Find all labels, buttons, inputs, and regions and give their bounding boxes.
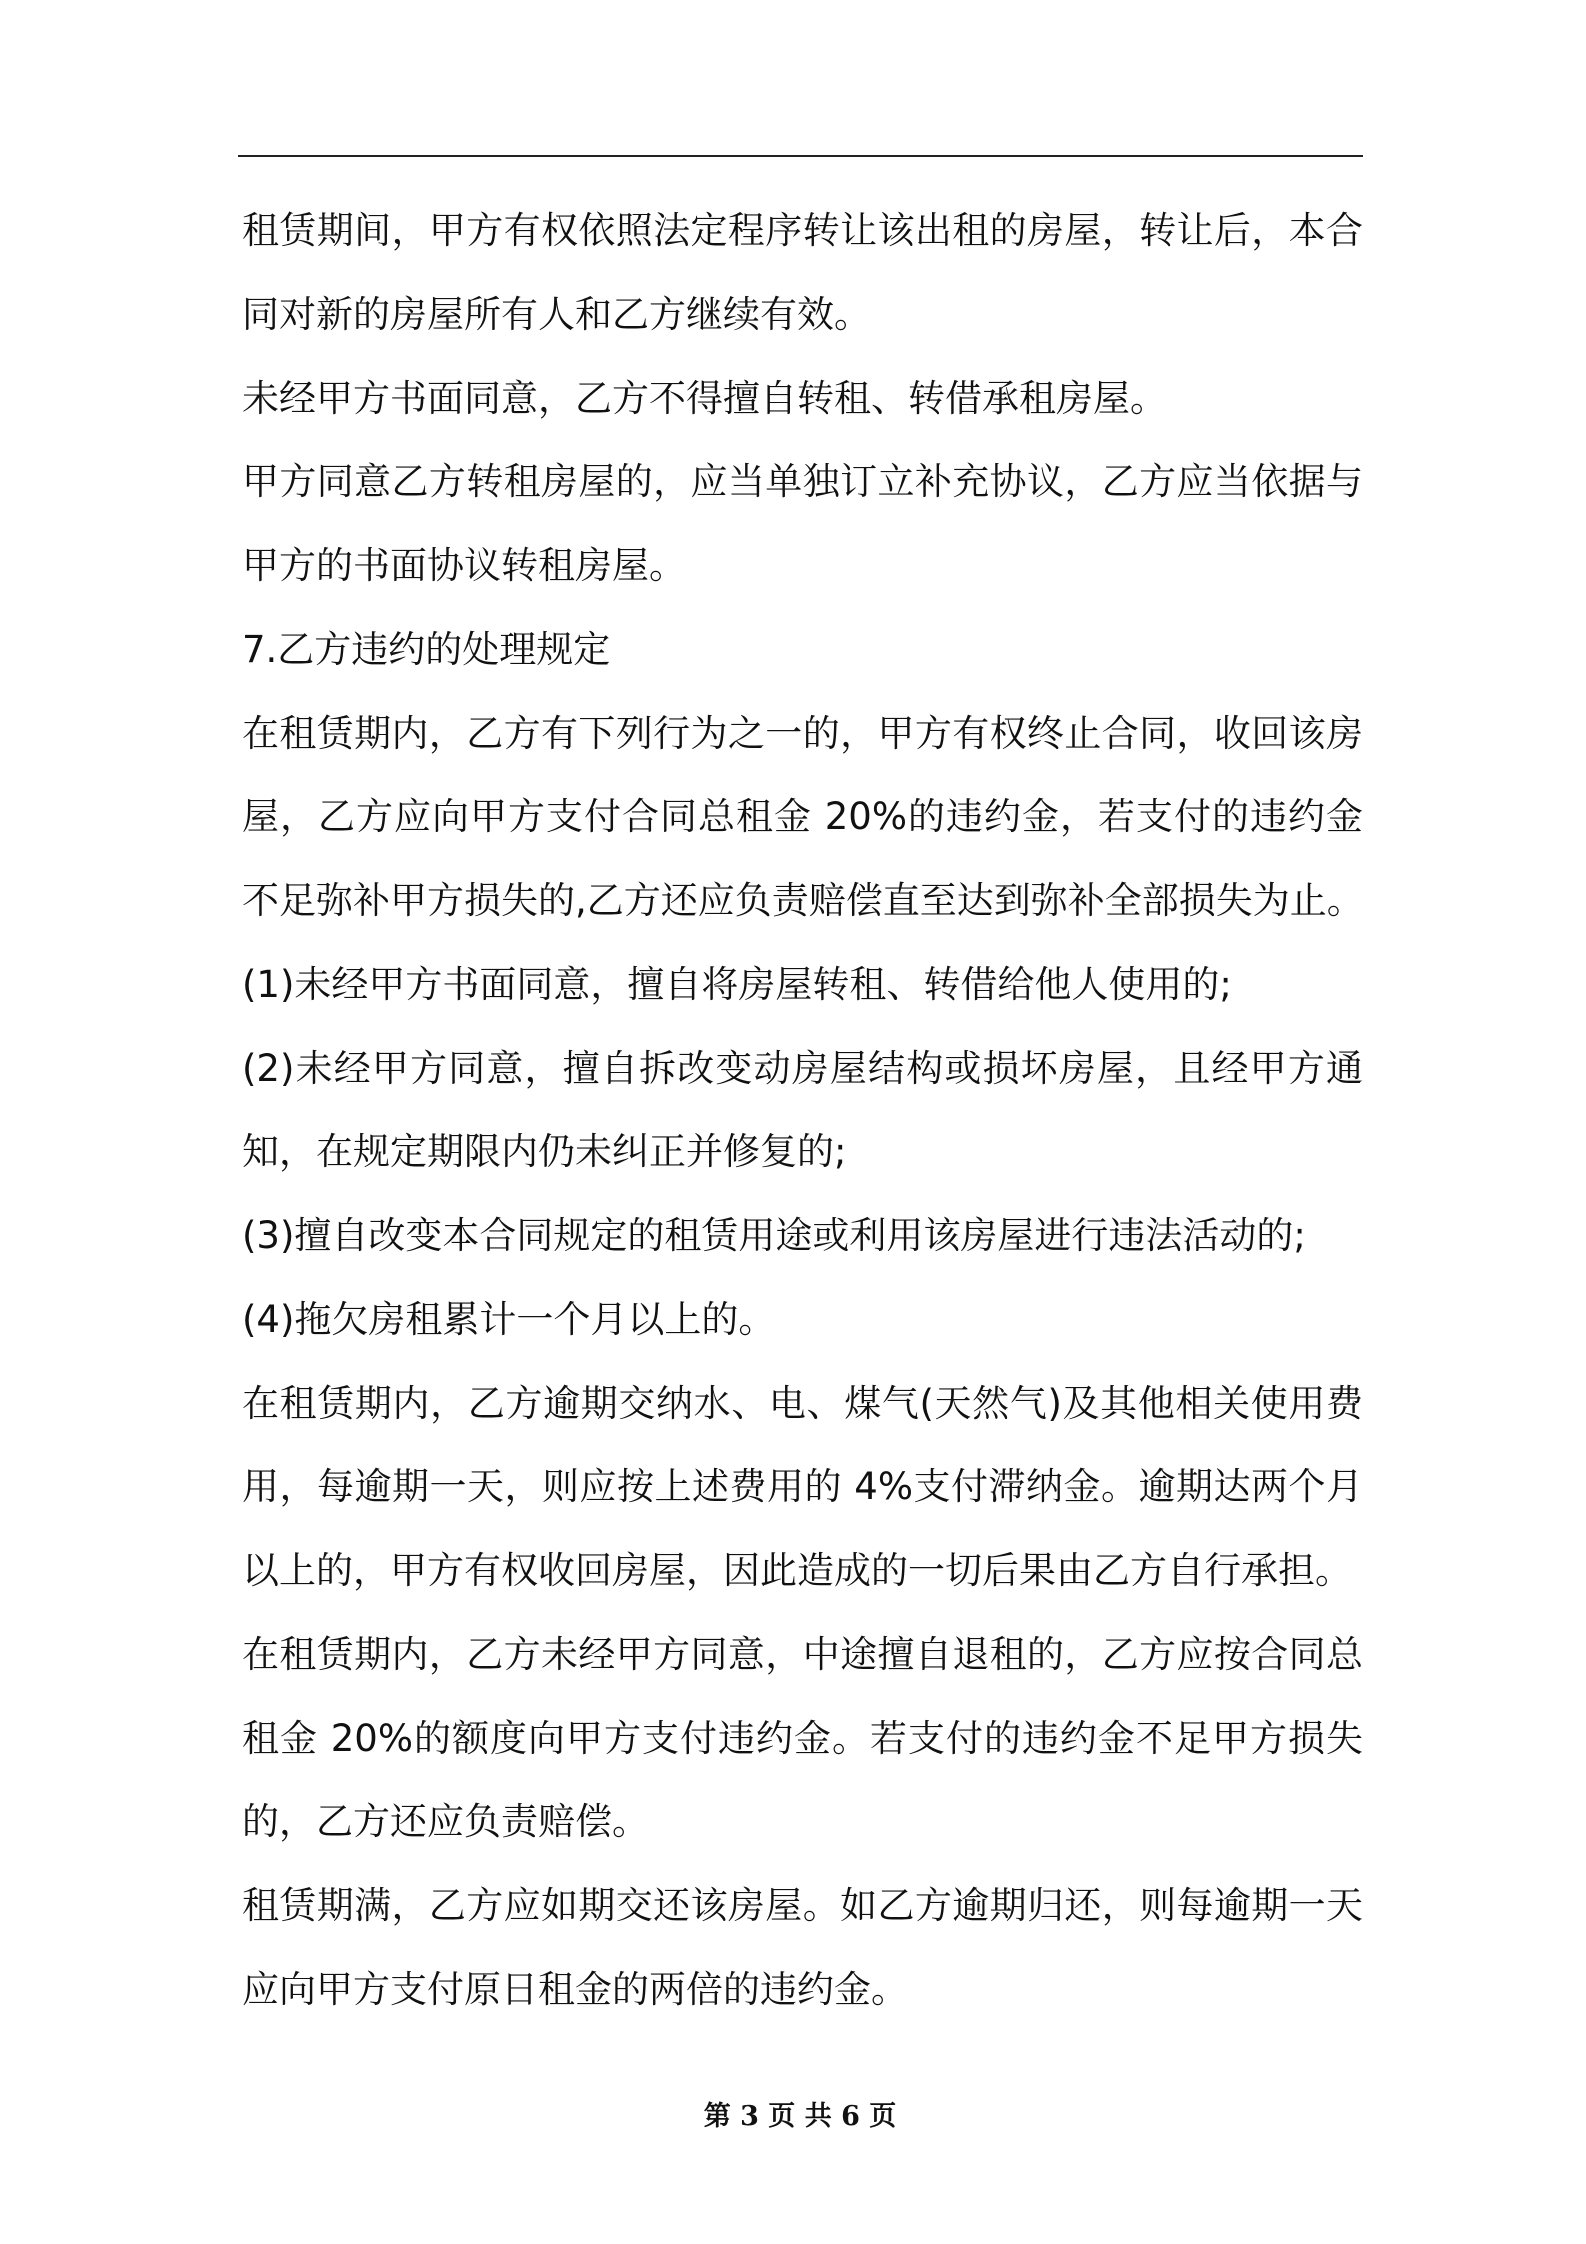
paragraph-line: 在租赁期内，乙方逾期交纳水、电、煤气(天然气)及其他相关使用费 (242, 1381, 1363, 1425)
paragraph-line: 用，每逾期一天，则应按上述费用的 4%支付滞纳金。逾期达两个月 (242, 1465, 1363, 1509)
paragraph (242, 357, 1363, 441)
paragraph (242, 1362, 1363, 1613)
paragraph-line: 的，乙方还应负责赔偿。 (242, 1800, 649, 1844)
paragraph (242, 692, 1363, 943)
paragraph (242, 1613, 1363, 1864)
list-item (242, 1194, 1363, 1278)
paragraph-line: 租金 20%的额度向甲方支付违约金。若支付的违约金不足甲方损失 (242, 1716, 1363, 1760)
paragraph-line: 屋，乙方应向甲方支付合同总租金 20%的违约金，若支付的违约金 (242, 795, 1363, 839)
section-heading-text: 7.乙方违约的处理规定 (242, 627, 611, 671)
paragraph-line: 租赁期满，乙方应如期交还该房屋。如乙方逾期归还，则每逾期一天 (242, 1884, 1363, 1927)
paragraph-line: 应向甲方支付原日租金的两倍的违约金。 (242, 1967, 908, 2011)
list-item (242, 1027, 1363, 1195)
section-heading (242, 608, 1363, 692)
paragraph-line: 同对新的房屋所有人和乙方继续有效。 (242, 292, 871, 336)
paragraph-line: 租赁期间，甲方有权依照法定程序转让该出租的房屋，转让后，本合 (242, 209, 1363, 252)
paragraph-line: (4)拖欠房租累计一个月以上的。 (242, 1297, 776, 1341)
paragraph-line: 甲方的书面协议转租房屋。 (242, 544, 686, 587)
paragraph-line: 知，在规定期限内仍未纠正并修复的; (242, 1130, 847, 1174)
paragraph-line: 不足弥补甲方损失的,乙方还应负责赔偿直至达到弥补全部损失为止。 (242, 879, 1364, 922)
paragraph-line: 甲方同意乙方转租房屋的，应当单独订立补充协议，乙方应当依据与 (242, 460, 1363, 504)
paragraph-line: 未经甲方书面同意，乙方不得擅自转租、转借承租房屋。 (242, 376, 1167, 420)
paragraph (242, 189, 1363, 357)
page-number-footer: 第 3 页 共 6 页 (703, 2101, 897, 2132)
list-item (242, 1278, 1363, 1362)
list-item (242, 943, 1363, 1027)
paragraph-line: 以上的，甲方有权收回房屋，因此造成的一切后果由乙方自行承担。 (242, 1549, 1352, 1592)
paragraph-line: (3)擅自改变本合同规定的租赁用途或利用该房屋进行违法活动的; (242, 1214, 1306, 1257)
paragraph-line: (2)未经甲方同意，擅自拆改变动房屋结构或损坏房屋，且经甲方通 (242, 1046, 1363, 1090)
paragraph-line: (1)未经甲方书面同意，擅自将房屋转租、转借给他人使用的; (242, 962, 1232, 1006)
paragraph (242, 440, 1363, 608)
paragraph-line: 在租赁期内，乙方有下列行为之一的，甲方有权终止合同，收回该房 (242, 711, 1363, 755)
header-rule (238, 155, 1363, 157)
document-body (242, 189, 1363, 2032)
paragraph (242, 1864, 1363, 2032)
paragraph-line: 在租赁期内，乙方未经甲方同意，中途擅自退租的，乙方应按合同总 (242, 1632, 1363, 1676)
